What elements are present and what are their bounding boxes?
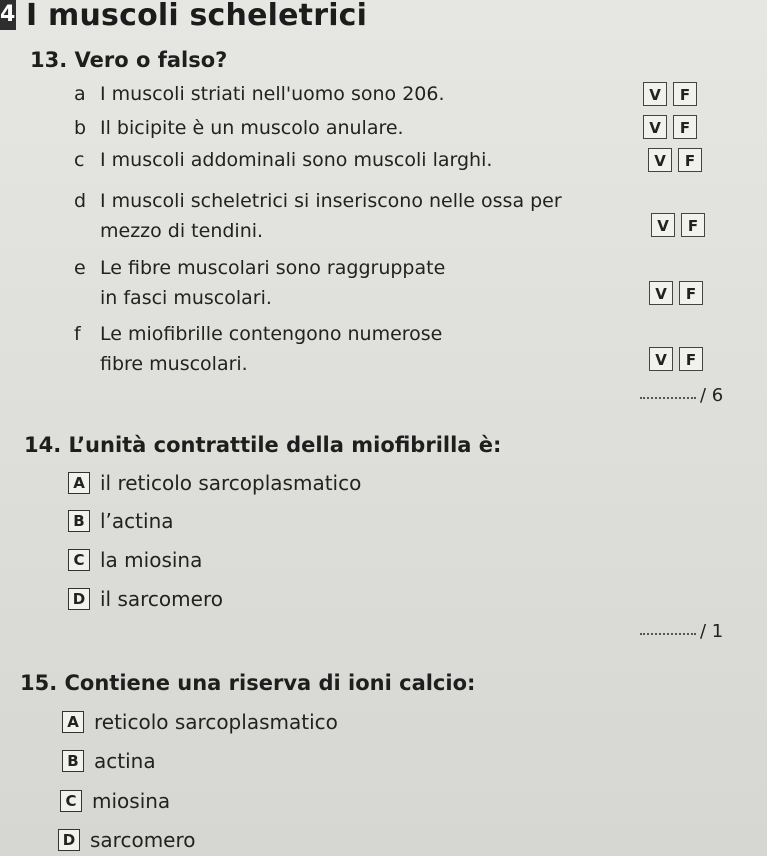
statement-letter: e bbox=[74, 257, 86, 279]
statement-d bbox=[74, 186, 562, 216]
true-box[interactable]: V bbox=[643, 115, 667, 139]
statement-text: Il bicipite è un muscolo anulare. bbox=[100, 117, 404, 139]
statement-b bbox=[74, 113, 404, 143]
option-letter-box[interactable]: C bbox=[60, 790, 82, 812]
true-false-boxes-b bbox=[643, 115, 697, 139]
true-box[interactable]: V bbox=[649, 281, 673, 305]
false-box[interactable]: F bbox=[673, 115, 697, 139]
statement-letter: a bbox=[74, 83, 86, 105]
option-text: sarcomero bbox=[90, 828, 196, 852]
option-letter-box[interactable]: B bbox=[68, 510, 90, 532]
option-text: actina bbox=[94, 749, 156, 773]
statement-e bbox=[74, 253, 445, 283]
q15-option-c[interactable] bbox=[60, 789, 170, 813]
statement-text: I muscoli addominali sono muscoli larghi. bbox=[100, 149, 493, 171]
option-text: miosina bbox=[92, 789, 171, 813]
false-box[interactable]: F bbox=[673, 82, 697, 106]
statement-letter: c bbox=[74, 149, 85, 171]
statement-letter: b bbox=[74, 117, 87, 139]
option-letter-box[interactable]: D bbox=[58, 829, 80, 851]
statement-letter: d bbox=[74, 190, 87, 212]
option-letter-box[interactable]: B bbox=[62, 750, 84, 772]
statement-a bbox=[74, 79, 445, 109]
statement-f-line-2: fibre muscolari. bbox=[100, 353, 248, 375]
option-letter-box[interactable]: C bbox=[68, 549, 90, 571]
true-box[interactable]: V bbox=[643, 82, 667, 106]
option-text: l’actina bbox=[100, 509, 174, 533]
q15-option-d[interactable] bbox=[58, 828, 196, 852]
true-false-boxes-d bbox=[651, 213, 705, 237]
true-false-boxes-e bbox=[649, 281, 703, 305]
statement-d-line-2: mezzo di tendini. bbox=[100, 220, 264, 242]
statement-letter: f bbox=[74, 323, 81, 345]
question-14-title: 14. L’unità contrattile della miofibrilla è: bbox=[24, 433, 502, 457]
score-blank[interactable] bbox=[640, 397, 696, 399]
false-box[interactable]: F bbox=[679, 281, 703, 305]
q14-option-c[interactable] bbox=[68, 548, 202, 572]
q15-option-b[interactable] bbox=[62, 749, 156, 773]
question-14-score bbox=[640, 621, 723, 642]
statement-text: I muscoli striati nell'uomo sono 206. bbox=[100, 83, 445, 105]
score-blank[interactable] bbox=[640, 633, 696, 635]
option-letter-box[interactable]: A bbox=[62, 711, 84, 733]
statement-c bbox=[74, 145, 492, 175]
statement-e-line-2: in fasci muscolari. bbox=[100, 287, 272, 309]
true-false-boxes-f bbox=[649, 347, 703, 371]
question-13-title: 13. Vero o falso? bbox=[30, 48, 228, 72]
false-box[interactable]: F bbox=[679, 347, 703, 371]
option-text: il reticolo sarcoplasmatico bbox=[100, 471, 362, 495]
statement-text: Le fibre muscolari sono raggruppate bbox=[100, 257, 446, 279]
option-text: reticolo sarcoplasmatico bbox=[94, 710, 338, 734]
q14-option-b[interactable] bbox=[68, 509, 174, 533]
q14-option-d[interactable] bbox=[68, 587, 223, 611]
true-box[interactable]: V bbox=[649, 347, 673, 371]
option-letter-box[interactable]: D bbox=[68, 588, 90, 610]
score-total: / 1 bbox=[700, 621, 724, 642]
false-box[interactable]: F bbox=[678, 148, 702, 172]
statement-f bbox=[74, 319, 442, 349]
q14-option-a[interactable] bbox=[68, 471, 361, 495]
page-number: 4 bbox=[0, 0, 16, 30]
question-13-score bbox=[640, 385, 723, 406]
question-15-title: 15. Contiene una riserva di ioni calcio: bbox=[20, 671, 476, 695]
statement-text: Le miofibrille contengono numerose bbox=[100, 323, 443, 345]
option-letter-box[interactable]: A bbox=[68, 472, 90, 494]
false-box[interactable]: F bbox=[681, 213, 705, 237]
true-box[interactable]: V bbox=[651, 213, 675, 237]
q15-option-a[interactable] bbox=[62, 710, 338, 734]
option-text: il sarcomero bbox=[100, 587, 223, 611]
option-text: la miosina bbox=[100, 548, 203, 572]
page-title: I muscoli scheletrici bbox=[26, 0, 368, 33]
true-false-boxes-c bbox=[648, 148, 702, 172]
statement-text: I muscoli scheletrici si inseriscono nelle ossa per bbox=[100, 190, 562, 212]
score-total: / 6 bbox=[700, 385, 724, 406]
true-box[interactable]: V bbox=[648, 148, 672, 172]
true-false-boxes-a bbox=[643, 82, 697, 106]
